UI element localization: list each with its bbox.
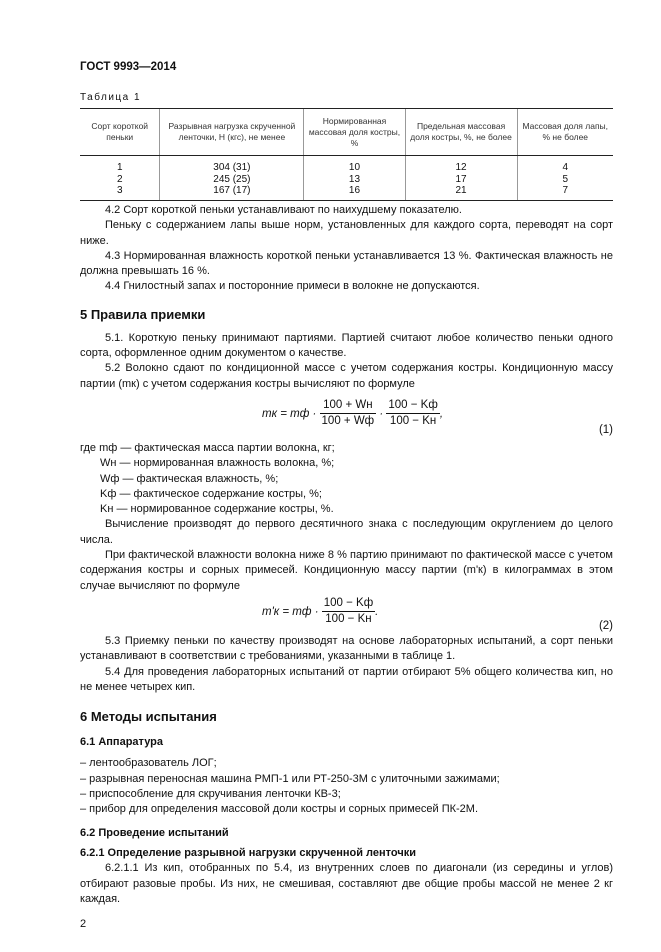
variable-def: Kн — нормированное содержание костры, %.: [100, 503, 334, 516]
section-6-title: 6 Методы испытания: [80, 709, 217, 725]
para-calc: Вычисление производят до первого десятичного знака с последующим округлением до целого числа.: [80, 518, 613, 546]
fraction-numerator: 100 − Kф: [322, 596, 375, 612]
para-5-2: 5.2 Волокно сдают по кондиционной массе с учетом содержания костры. Кондиционную массу партии (mк) с учетом содержания костры вычисляют по формуле: [80, 362, 613, 390]
cell: 4: [517, 156, 613, 174]
formula-lhs: m'к = mф ·: [262, 605, 319, 618]
list-item: – приспособление для скручивания ленточки КВ-3;: [80, 788, 341, 801]
cell: 12: [405, 156, 517, 174]
para-4-3: 4.3 Нормированная влажность короткой пеньки устанавливается 13 %. Фактическая влажность не должна превышать 16 %.: [80, 249, 613, 278]
subsection-6-1: 6.1 Аппаратура: [80, 736, 164, 749]
cell: 1: [116, 162, 123, 173]
formula-punct: .: [375, 605, 379, 618]
section-5: [80, 307, 613, 695]
cell: 7: [517, 185, 613, 200]
table-header: Разрывная нагрузка скрученной ленточки, Н (кгс), не менее: [160, 109, 304, 156]
variable-def: Wн — нормированная влажность волокна, %;: [100, 457, 335, 470]
variable-def: где mф — фактическая масса партии волокна, кг;: [80, 441, 335, 454]
page-number: 2: [80, 918, 87, 931]
table-caption: Таблица 1: [80, 92, 142, 103]
list-item: – разрывная переносная машина РМП-1 или РТ-250-3М с улиточными зажимами;: [80, 772, 500, 785]
fraction-denominator: 100 − Kн: [325, 613, 372, 626]
cell: 16: [304, 185, 405, 200]
cell: 3: [80, 185, 160, 200]
cell: 304 (31): [160, 156, 304, 174]
para-low-moisture: При фактической влажности волокна ниже 8 % партию принимают по фактической массе с учетом содержания костры и сорных примесей. Кондиционную массу партии (m'к) в килограммах в этом случае вычисляют по формуле: [80, 549, 613, 592]
para-5-4: 5.4 Для проведения лабораторных испытаний от партии отбирают 5% общего количества кип, но не менее четырех кип.: [80, 665, 613, 693]
variable-list: [80, 441, 613, 517]
formula-2: [80, 594, 613, 634]
subsection-6-2: 6.2 Проведение испытаний: [80, 826, 229, 839]
para-4-4: 4.4 Гнилостный запах и посторонние примеси в волокне не допускаются.: [105, 280, 480, 293]
para-5-3: 5.3 Приемку пеньки по качеству производят на основе лабораторных испытаний, а сорт пеньки устанавливают в соответствии с требованиями, указанными в таблице 1.: [80, 634, 613, 663]
para-6-2-1-1: 6.2.1.1 Из кип, отобранных по 5.4, из внутренних слоев по диагонали (из середины и углов) отбирают разовые пробы. Из них, не смешивая, составляют две общие пробы массой не менее 2 кг каждая.: [80, 862, 613, 905]
formula-lhs: mк = mф ·: [262, 407, 317, 420]
formula-punct: ,: [439, 407, 444, 420]
equation-number: (1): [598, 423, 613, 436]
formula-1: mк = mф · $\frac{100 + Wн}{100 + Wф}$ · $\frac{100 - Kф}{100 - Kн}$ , (1): [80, 394, 613, 438]
subsection-6-2-1: 6.2.1 Определение разрывной нагрузки скрученной ленточки: [80, 846, 416, 859]
cell: 2: [116, 173, 123, 185]
table-header: Массовая доля лапы, % не более: [517, 109, 613, 156]
document-id: ГОСТ 9993—2014: [80, 61, 177, 73]
fraction-numerator: 100 + Wн: [320, 398, 377, 414]
variable-def: Wф — фактическая влажность, %;: [100, 472, 279, 485]
fraction-denominator: 100 + Wф: [321, 415, 375, 428]
cell: 10: [304, 156, 405, 174]
cell: 21: [405, 185, 517, 200]
list-item: – прибор для определения массовой доли костры и сорных примесей ПК-2М.: [80, 803, 479, 816]
section-4-text: [80, 203, 613, 295]
cell: 245 (25): [160, 174, 304, 186]
fraction-numerator: 100 − Kф: [386, 398, 439, 414]
cell: 5: [517, 174, 613, 186]
para-4-2b: Пеньку с содержанием лапы выше норм, установленных для каждого сорта, переводят на сорт ниже.: [80, 219, 613, 247]
para-4-2: 4.2 Сорт короткой пеньки устанавливают по наихудшему показателю.: [105, 204, 462, 216]
equation-number: (2): [598, 619, 613, 632]
cell: 167 (17): [160, 185, 304, 200]
fraction-denominator: 100 − Kн: [389, 415, 437, 428]
body-text: [80, 0, 613, 952]
cell: 13: [304, 174, 405, 186]
cell: 17: [405, 174, 517, 186]
table-header: Нормированная массовая доля костры, %: [304, 109, 405, 156]
list-item: – лентообразователь ЛОГ;: [80, 757, 217, 770]
section-5-title: 5 Правила приемки: [80, 306, 206, 322]
table-header: Предельная массовая доля костры, %, не более: [405, 109, 517, 156]
para-5-1: 5.1. Короткую пеньку принимают партиями. Партией считают любое количество пеньки одного сорта, оформленное одним документом о качестве.: [80, 331, 613, 360]
table-header: Сорт короткой пеньки: [80, 109, 160, 156]
variable-def: Kф — фактическое содержание костры, %;: [100, 487, 322, 500]
section-6: [80, 709, 613, 907]
